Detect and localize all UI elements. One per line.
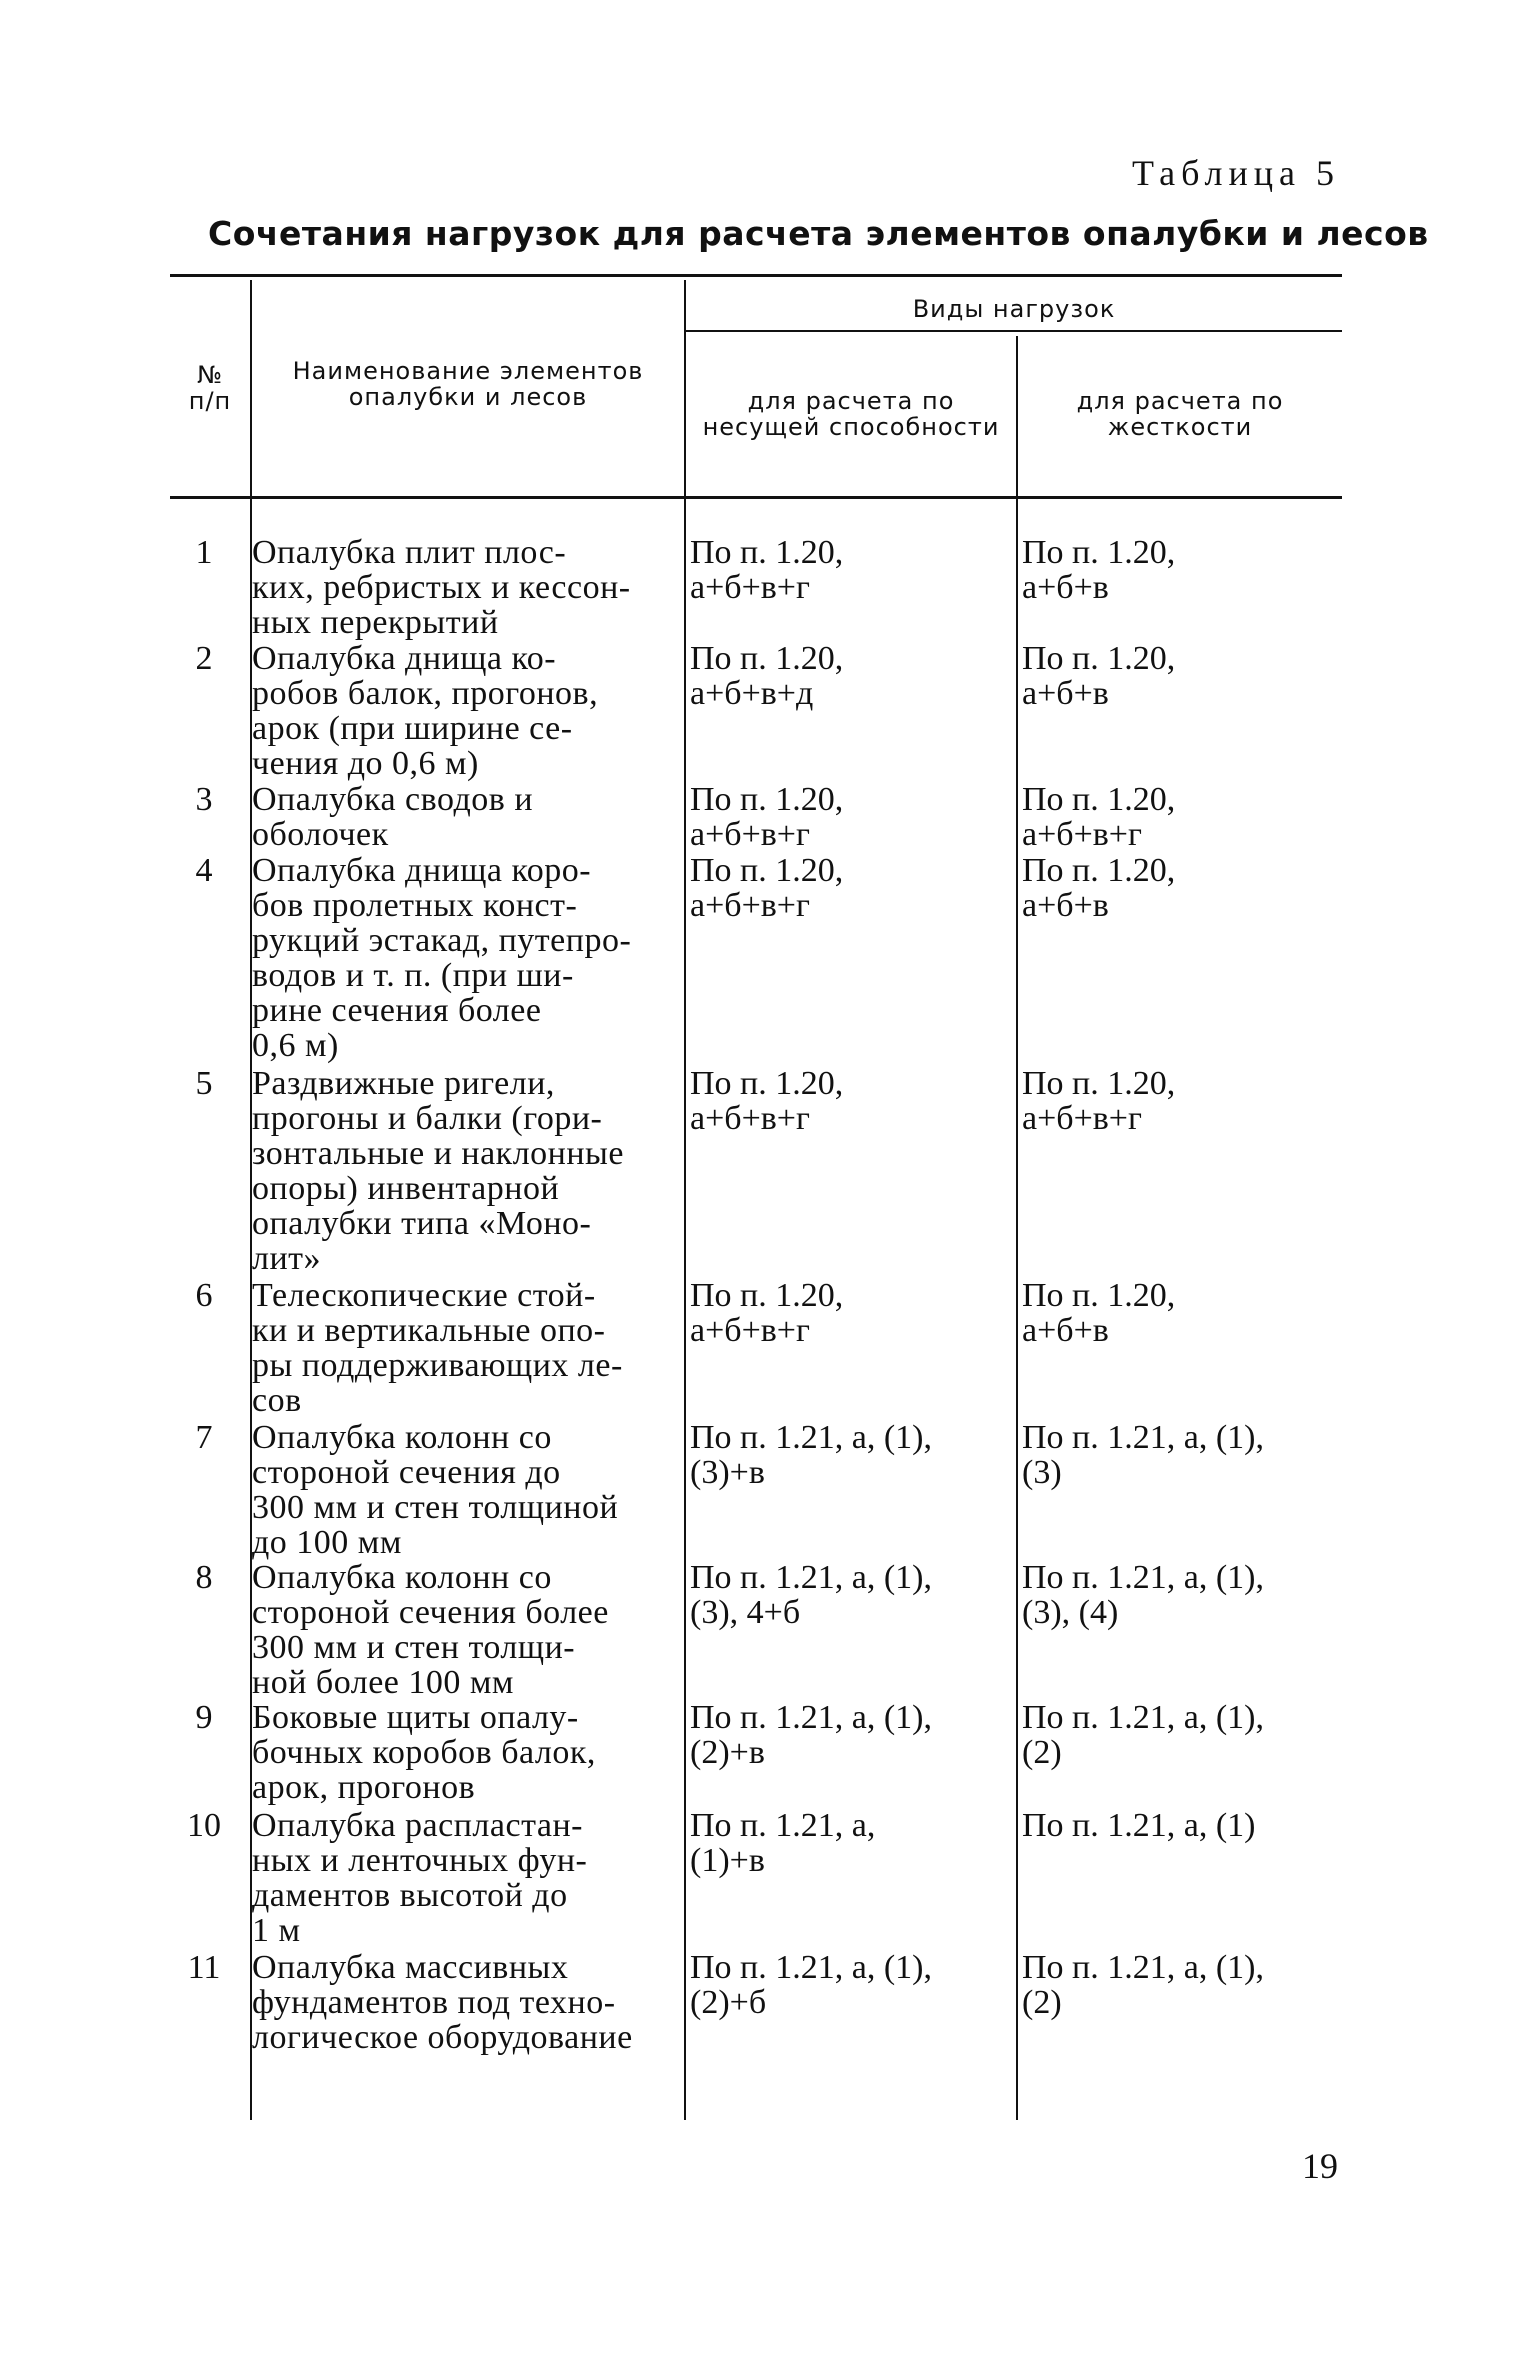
row-number: 4 [195, 852, 213, 889]
row-stiffness-loads: По п. 1.21, а, (1), (2) [1022, 1949, 1264, 2021]
row-bearing-loads: По п. 1.21, а, (1), (3), 4+б [690, 1559, 932, 1631]
row-number: 3 [195, 781, 213, 818]
row-stiffness-loads: По п. 1.20, а+б+в+г [1022, 781, 1176, 853]
row-element-name: Опалубка днища ко- робов балок, прогонов, арок (при ширине се- чения до 0,6 м) [252, 640, 599, 782]
row-bearing-loads: По п. 1.20, а+б+в+г [690, 1065, 844, 1137]
column-divider-3 [1016, 336, 1018, 2120]
header-stiffness: для расчета по жесткости [1076, 387, 1284, 441]
header-num: № п/п [188, 361, 232, 415]
row-bearing-loads: По п. 1.21, а, (1)+в [690, 1807, 876, 1879]
row-bearing-loads: По п. 1.20, а+б+в+г [690, 1277, 844, 1349]
row-element-name: Раздвижные ригели, прогоны и балки (гори- зонтальные и наклонные опоры) инвентарной опалубки типа «Моно- лит» [252, 1065, 624, 1277]
row-element-name: Опалубка плит плос- ких, ребристых и кессон- ных перекрытий [252, 534, 631, 641]
row-number: 11 [187, 1949, 221, 1986]
header-bearing: для расчета по несущей способности [702, 387, 1000, 441]
row-element-name: Опалубка колонн со стороной сечения до 300 мм и стен толщиной до 100 мм [252, 1419, 619, 1561]
row-element-name: Боковые щиты опалу- бочных коробов балок, арок, прогонов [252, 1699, 596, 1806]
row-number: 1 [195, 534, 213, 571]
row-number: 6 [195, 1277, 213, 1314]
row-number: 9 [195, 1699, 213, 1736]
row-number: 10 [187, 1807, 221, 1844]
page-number: 19 [1302, 2146, 1338, 2186]
table-top-rule [170, 274, 1342, 277]
row-bearing-loads: По п. 1.21, а, (1), (3)+в [690, 1419, 932, 1491]
header-name: Наименование элементов опалубки и лесов [292, 357, 644, 411]
row-element-name: Опалубка сводов и оболочек [252, 781, 534, 853]
row-element-name: Опалубка днища коро- бов пролетных конст- рукций эстакад, путепро- водов и т. п. (при ши- рине сечения более 0,6 м) [252, 852, 632, 1064]
row-stiffness-loads: По п. 1.20, а+б+в [1022, 534, 1176, 606]
row-element-name: Опалубка колонн со стороной сечения более 300 мм и стен толщи- ной более 100 мм [252, 1559, 609, 1701]
row-element-name: Опалубка массивных фундаментов под техно- логическое оборудование [252, 1949, 633, 2056]
table-title: Сочетания нагрузок для расчета элементов опалубки и лесов [208, 214, 1429, 253]
row-stiffness-loads: По п. 1.20, а+б+в [1022, 640, 1176, 712]
table-label: Таблица 5 [1132, 153, 1340, 193]
header-loads-group: Виды нагрузок [912, 295, 1116, 323]
row-element-name: Опалубка распластан- ных и ленточных фун- даментов высотой до 1 м [252, 1807, 588, 1949]
row-number: 7 [195, 1419, 213, 1456]
loads-group-rule [684, 330, 1342, 332]
row-number: 8 [195, 1559, 213, 1596]
column-divider-2 [684, 280, 686, 2120]
row-number: 5 [195, 1065, 213, 1102]
row-bearing-loads: По п. 1.20, а+б+в+г [690, 852, 844, 924]
row-stiffness-loads: По п. 1.20, а+б+в [1022, 1277, 1176, 1349]
row-number: 2 [195, 640, 213, 677]
row-stiffness-loads: По п. 1.20, а+б+в+г [1022, 1065, 1176, 1137]
header-bottom-rule [170, 496, 1342, 499]
row-bearing-loads: По п. 1.20, а+б+в+г [690, 534, 844, 606]
row-element-name: Телескопические стой- ки и вертикальные опо- ры поддерживающих ле- сов [252, 1277, 623, 1419]
row-stiffness-loads: По п. 1.21, а, (1) [1022, 1807, 1256, 1844]
row-bearing-loads: По п. 1.21, а, (1), (2)+б [690, 1949, 932, 2021]
row-stiffness-loads: По п. 1.21, а, (1), (3), (4) [1022, 1559, 1264, 1631]
row-stiffness-loads: По п. 1.20, а+б+в [1022, 852, 1176, 924]
row-stiffness-loads: По п. 1.21, а, (1), (2) [1022, 1699, 1264, 1771]
row-bearing-loads: По п. 1.20, а+б+в+д [690, 640, 844, 712]
row-bearing-loads: По п. 1.20, а+б+в+г [690, 781, 844, 853]
row-stiffness-loads: По п. 1.21, а, (1), (3) [1022, 1419, 1264, 1491]
row-bearing-loads: По п. 1.21, а, (1), (2)+в [690, 1699, 932, 1771]
